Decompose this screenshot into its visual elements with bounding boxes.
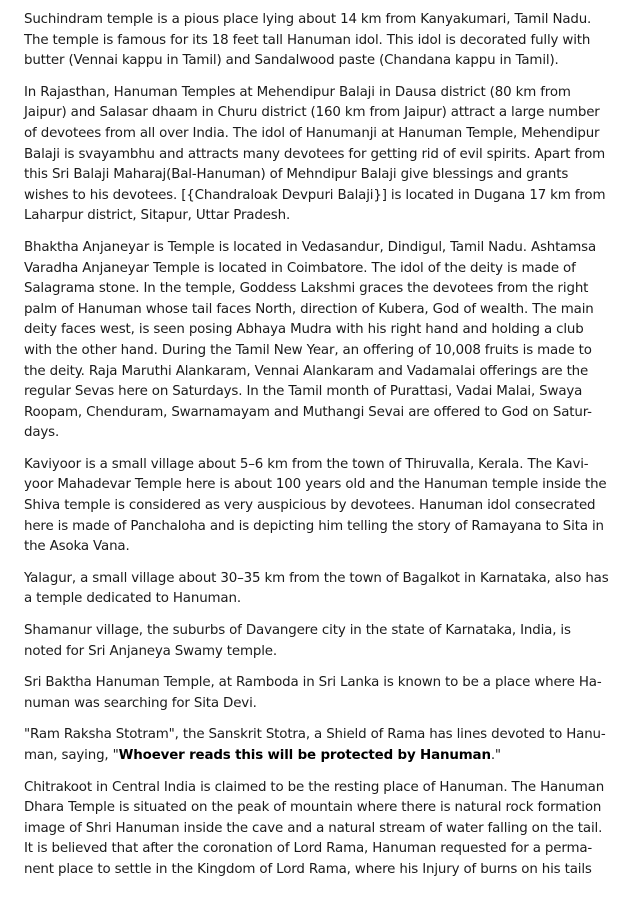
paragraph-ram-raksha-stotram xyxy=(24,725,620,766)
text-line: palm of Hanuman whose tail faces North, direction of Kubera, God of wealth. The main xyxy=(24,301,594,317)
text-line: Kaviyoor is a small village about 5–6 km from the town of Thiruvalla, Kerala. The Kavi- xyxy=(24,456,589,472)
text-line: Varadha Anjaneyar Temple is located in Coimbatore. The idol of the deity is made of xyxy=(24,260,576,276)
text-line: Yalagur, a small village about 30–35 km from the town of Bagalkot in Karnataka, also has xyxy=(24,570,609,586)
text-line: Chitrakoot in Central India is claimed to be the resting place of Hanuman. The Hanuman xyxy=(24,779,605,795)
text-line: Bhaktha Anjaneyar is Temple is located in Vedasandur, Dindigul, Tamil Nadu. Ashtamsa xyxy=(24,239,597,255)
paragraph-yalagur xyxy=(24,569,620,610)
text-line: Sri Baktha Hanuman Temple, at Ramboda in Sri Lanka is known to be a place where Ha- xyxy=(24,675,602,691)
text-line: noted for Sri Anjaneya Swamy temple. xyxy=(24,643,277,659)
paragraph-kaviyoor xyxy=(24,455,620,558)
text-line: the Asoka Vana. xyxy=(24,539,130,555)
text-line: numan was searching for Sita Devi. xyxy=(24,695,257,711)
text-line: It is believed that after the coronation of Lord Rama, Hanuman requested for a perma- xyxy=(24,841,593,857)
text-line: the deity. Raja Maruthi Alankaram, Vennai Alankaram and Vadamalai offerings are the xyxy=(24,363,589,379)
text-line: of devotees from all over India. The idol of Hanumanji at Hanuman Temple, Mehendipur xyxy=(24,125,600,141)
text-line: The temple is famous for its 18 feet tall Hanuman idol. This idol is decorated fully with xyxy=(24,32,591,48)
text-line: Laharpur district, Sitapur, Uttar Pradesh. xyxy=(24,208,291,224)
text-line: Salagrama stone. In the temple, Goddess Lakshmi graces the devotees from the right xyxy=(24,281,589,297)
text-line: days. xyxy=(24,425,60,441)
text-line: yoor Mahadevar Temple here is about 100 years old and the Hanuman temple inside the xyxy=(24,477,607,493)
text-line: here is made of Panchaloha and is depicting him telling the story of Ramayana to Sita in xyxy=(24,518,604,534)
text-fragment: ." xyxy=(490,748,501,763)
text-line: this Sri Balaji Maharaj(Bal-Hanuman) of Mehndipur Balaji give blessings and grants xyxy=(24,167,569,183)
text-line: Dhara Temple is situated on the peak of mountain where there is natural rock formation xyxy=(24,800,602,816)
text-line: with the other hand. During the Tamil New Year, an offering of 10,008 fruits is made to xyxy=(24,342,592,358)
text-line: Balaji is svayambhu and attracts many devotees for getting rid of evil spirits. Apart from xyxy=(24,146,606,162)
text-line: Jaipur) and Salasar dhaam in Churu district (160 km from Jaipur) attract a large number xyxy=(24,105,600,121)
paragraph-chitrakoot xyxy=(24,778,620,881)
text-line: a temple dedicated to Hanuman. xyxy=(24,591,241,607)
text-line: Roopam, Chenduram, Swarnamayam and Muthangi Sevai are offered to God on Satur- xyxy=(24,404,592,420)
text-line: Shamanur village, the suburbs of Davangere city in the state of Karnataka, India, is xyxy=(24,623,571,639)
text-line: regular Sevas here on Saturdays. In the Tamil month of Purattasi, Vadai Malai, Swaya xyxy=(24,384,583,400)
text-fragment: man, saying, " xyxy=(24,748,119,763)
text-line: image of Shri Hanuman inside the cave and a natural stream of water falling on the tail. xyxy=(24,820,603,836)
text-line: deity faces west, is seen posing Abhaya Mudra with his right hand and holding a club xyxy=(24,322,584,338)
text-line: "Ram Raksha Stotram", the Sanskrit Stotra, a Shield of Rama has lines devoted to Hanu- xyxy=(24,727,606,743)
bold-quote: Whoever reads this will be protected by Hanuman xyxy=(118,748,491,763)
paragraph-ramboda xyxy=(24,673,620,714)
text-line: In Rajasthan, Hanuman Temples at Mehendipur Balaji in Dausa district (80 km from xyxy=(24,84,571,100)
paragraph-shamanur xyxy=(24,621,620,662)
text-line: Suchindram temple is a pious place lying about 14 km from Kanyakumari, Tamil Nadu. xyxy=(24,12,592,27)
paragraph-rajasthan xyxy=(24,83,620,227)
text-line: Shiva temple is considered as very auspicious by devotees. Hanuman idol consecrated xyxy=(24,498,596,514)
text-line: butter (Vennai kappu in Tamil) and Sandalwood paste (Chandana kappu in Tamil). xyxy=(24,53,559,69)
text-line: nent place to settle in the Kingdom of Lord Rama, where his Injury of burns on his tails xyxy=(24,861,592,877)
text-line: wishes to his devotees. [{Chandraloak Devpuri Balaji}] is located in Dugana 17 km from xyxy=(24,187,606,203)
paragraph-suchindram xyxy=(24,10,620,72)
paragraph-bhaktha-anjaneyar xyxy=(24,238,620,444)
